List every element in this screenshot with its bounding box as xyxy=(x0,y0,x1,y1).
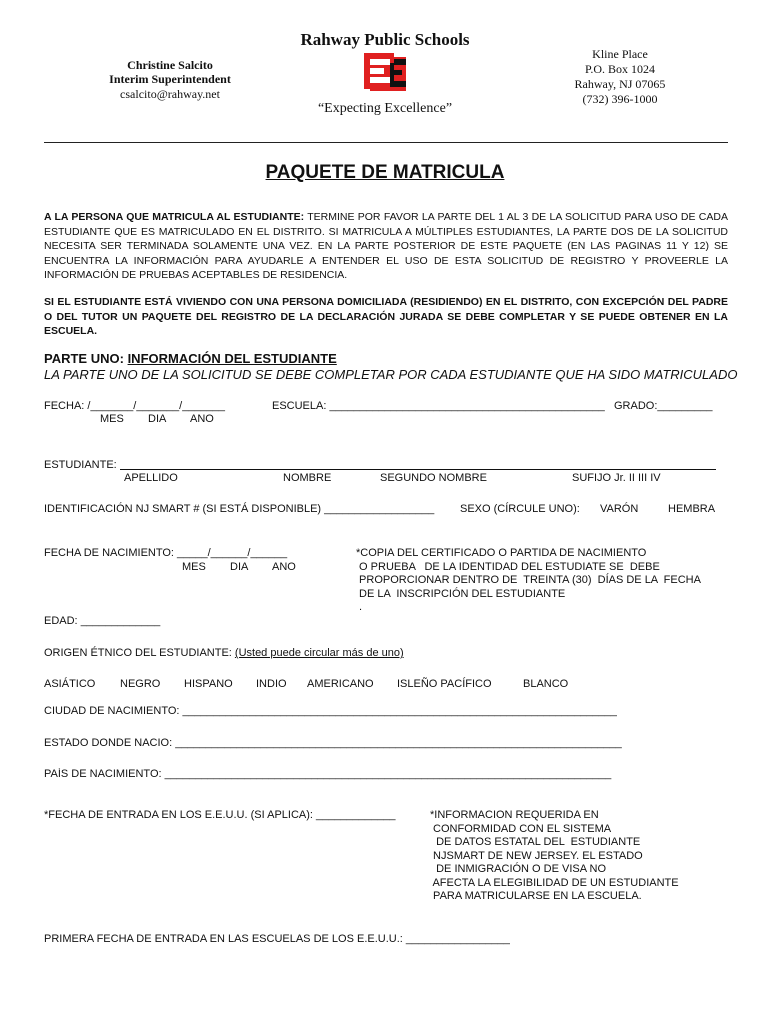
fecha-label: FECHA: xyxy=(44,400,85,412)
address-line-2: P.O. Box 1024 xyxy=(584,62,655,76)
intro-body: TERMINE POR FAVOR LA PARTE DEL 1 AL 3 DE LA SOLICITUD PARA USO DE CADA ESTUDIANTE QUE ES MATRICULADO EN EL DISTRITO. SI MATRICULA A MÚLTIPLES ESTUDIANTES, LA PARTE DOS DE LA SOLICITUD NECESITA SER TERMINADA SOLAMENTE UNA VEZ. EN LA PARTE POSTERIOR DE ESTE PAQUETE (EN LAS PAGINAS 11 Y 12) SE ENCUENTRA LA INFORMACIÓN PARA AYUDARLE A ENTENDER EL USO DE ESTA SOLICITUD DE REGISTRO Y PROVEERLE LA INFORMACIÓN DE PRUEBAS ACEPTABLES DE RESIDENCIA. xyxy=(44,211,728,281)
header-divider xyxy=(44,142,728,143)
fecha-ano: ANO xyxy=(190,413,214,425)
grado-field[interactable] xyxy=(614,400,712,412)
edad-blank[interactable]: _____________ xyxy=(80,615,161,627)
superintendent-email[interactable]: csalcito@rahway.net xyxy=(120,87,220,101)
pais-nacimiento-field[interactable]: PAÍS DE NACIMIENTO: _________________________________________________________________________ xyxy=(44,768,612,780)
ciudad-nacimiento-field[interactable]: CIUDAD DE NACIMIENTO: _______________________________________________________________________ xyxy=(44,705,617,717)
part-one-subheading: LA PARTE UNO DE LA SOLICITUD SE DEBE COMPLETAR POR CADA ESTUDIANTE QUE HA SIDO MATRICULADO xyxy=(44,367,738,382)
part-one-label: PARTE UNO: xyxy=(44,351,124,366)
nombre-caption: NOMBRE xyxy=(283,472,332,484)
estado-nacimiento-field[interactable]: ESTADO DONDE NACIO: _________________________________________________________________________ xyxy=(44,737,622,749)
address-line-3: Rahway, NJ 07065 xyxy=(574,77,666,91)
estudiante-line[interactable] xyxy=(120,469,716,470)
estudiante-label: ESTUDIANTE: xyxy=(44,459,117,471)
school-logo-icon xyxy=(364,53,412,93)
nj-smart-field[interactable]: IDENTIFICACIÓN NJ SMART # (SI ESTÁ DISPONIBLE) __________________ xyxy=(44,503,435,515)
superintendent-name: Christine Salcito xyxy=(127,58,213,72)
sexo-label: SEXO (CÍRCULE UNO): xyxy=(460,503,580,515)
motto: “Expecting Excellence” xyxy=(317,101,453,116)
primera-fecha-field[interactable]: PRIMERA FECHA DE ENTRADA EN LAS ESCUELAS DE LOS E.E.U.U.: _________________ xyxy=(44,933,510,945)
segundo-nombre-caption: SEGUNDO NOMBRE xyxy=(380,472,487,484)
page-title: PAQUETE DE MATRICULA xyxy=(265,162,505,183)
fecha-nacimiento-field[interactable]: FECHA DE NACIMIENTO: _____/______/______ xyxy=(44,547,288,559)
affidavit-notice: SI EL ESTUDIANTE ESTÁ VIVIENDO CON UNA PERSONA DOMICILIADA (RESIDIENDO) EN EL DISTRITO, CON EXCEPCIÓN DEL PADRE O DEL TUTOR UN PAQUETE DEL REGISTRO DE LA DECLARACIÓN JURADA SE DEBE COMPLETAR Y SE PUEDE OBTENER EN LA ESCUELA. xyxy=(44,296,728,337)
escuela-field[interactable]: ESCUELA: _____________________________________________ xyxy=(272,400,605,412)
intro-paragraph xyxy=(44,210,728,283)
fecha-dia: DIA xyxy=(148,413,167,425)
fecha-blank[interactable]: /_______/_______/_______ xyxy=(87,400,226,412)
origen-label: ORIGEN ÉTNICO DEL ESTUDIANTE: xyxy=(44,647,232,659)
intro-lead: A LA PERSONA QUE MATRICULA AL ESTUDIANTE: xyxy=(44,211,305,223)
ethnic-option-isleno-pacifico[interactable]: ISLEÑO PACÍFICO xyxy=(397,678,492,690)
nacimiento-dia: DIA xyxy=(230,561,249,573)
address-line-1: Kline Place xyxy=(592,47,648,61)
ethnic-option-americano[interactable]: AMERICANO xyxy=(307,678,374,690)
nacimiento-mes: MES xyxy=(182,561,206,573)
superintendent-title: Interim Superintendent xyxy=(109,72,231,86)
origen-field xyxy=(44,647,404,659)
origen-hint: (Usted puede circular más de uno) xyxy=(234,647,404,659)
sexo-option-varon[interactable]: VARÓN xyxy=(600,503,639,515)
ethnic-option-indio[interactable]: INDIO xyxy=(256,678,287,690)
fecha-entrada-field[interactable]: *FECHA DE ENTRADA EN LOS E.E.U.U. (SI APLICA): _____________ xyxy=(44,809,396,821)
nacimiento-ano: ANO xyxy=(272,561,296,573)
sufijo-caption: SUFIJO Jr. II III IV xyxy=(572,472,661,484)
sexo-option-hembra[interactable]: HEMBRA xyxy=(668,503,716,515)
ethnic-option-blanco[interactable]: BLANCO xyxy=(523,678,569,690)
birth-certificate-note: *COPIA DEL CERTIFICADO O PARTIDA DE NACIMIENTO O PRUEBA DE LA IDENTIDAD DEL ESTUDIATE SE DEBE PROPORCIONAR DENTRO DE TREINTA (30) DÍAS DE LA FECHA DE LA INSCRIPCIÓN DEL ESTUDIANTE . xyxy=(356,547,701,613)
part-one-title: INFORMACIÓN DEL ESTUDIANTE xyxy=(127,351,337,366)
grado-blank[interactable]: _________ xyxy=(657,400,713,412)
fecha-field[interactable] xyxy=(44,400,225,412)
part-one-heading xyxy=(44,351,337,366)
school-name: Rahway Public Schools xyxy=(300,30,470,49)
phone-number: (732) 396-1000 xyxy=(582,92,658,106)
edad-label: EDAD: xyxy=(44,615,78,627)
ethnic-option-asiatico[interactable]: ASIÁTICO xyxy=(44,678,96,690)
grado-label: GRADO: xyxy=(614,400,658,412)
njsmart-info-note: *INFORMACION REQUERIDA EN CONFORMIDAD CON EL SISTEMA DE DATOS ESTATAL DEL ESTUDIANTE NJSMART DE NEW JERSEY. EL ESTADO DE INMIGRACIÓN O DE VISA NO AFECTA LA ELEGIBILIDAD DE UN ESTUDIANTE PARA MATRICULARSE EN LA ESCUELA. xyxy=(430,809,679,902)
edad-field[interactable] xyxy=(44,615,160,627)
ethnic-option-negro[interactable]: NEGRO xyxy=(120,678,161,690)
apellido-caption: APELLIDO xyxy=(124,472,178,484)
ethnic-option-hispano[interactable]: HISPANO xyxy=(184,678,233,690)
fecha-mes: MES xyxy=(100,413,124,425)
